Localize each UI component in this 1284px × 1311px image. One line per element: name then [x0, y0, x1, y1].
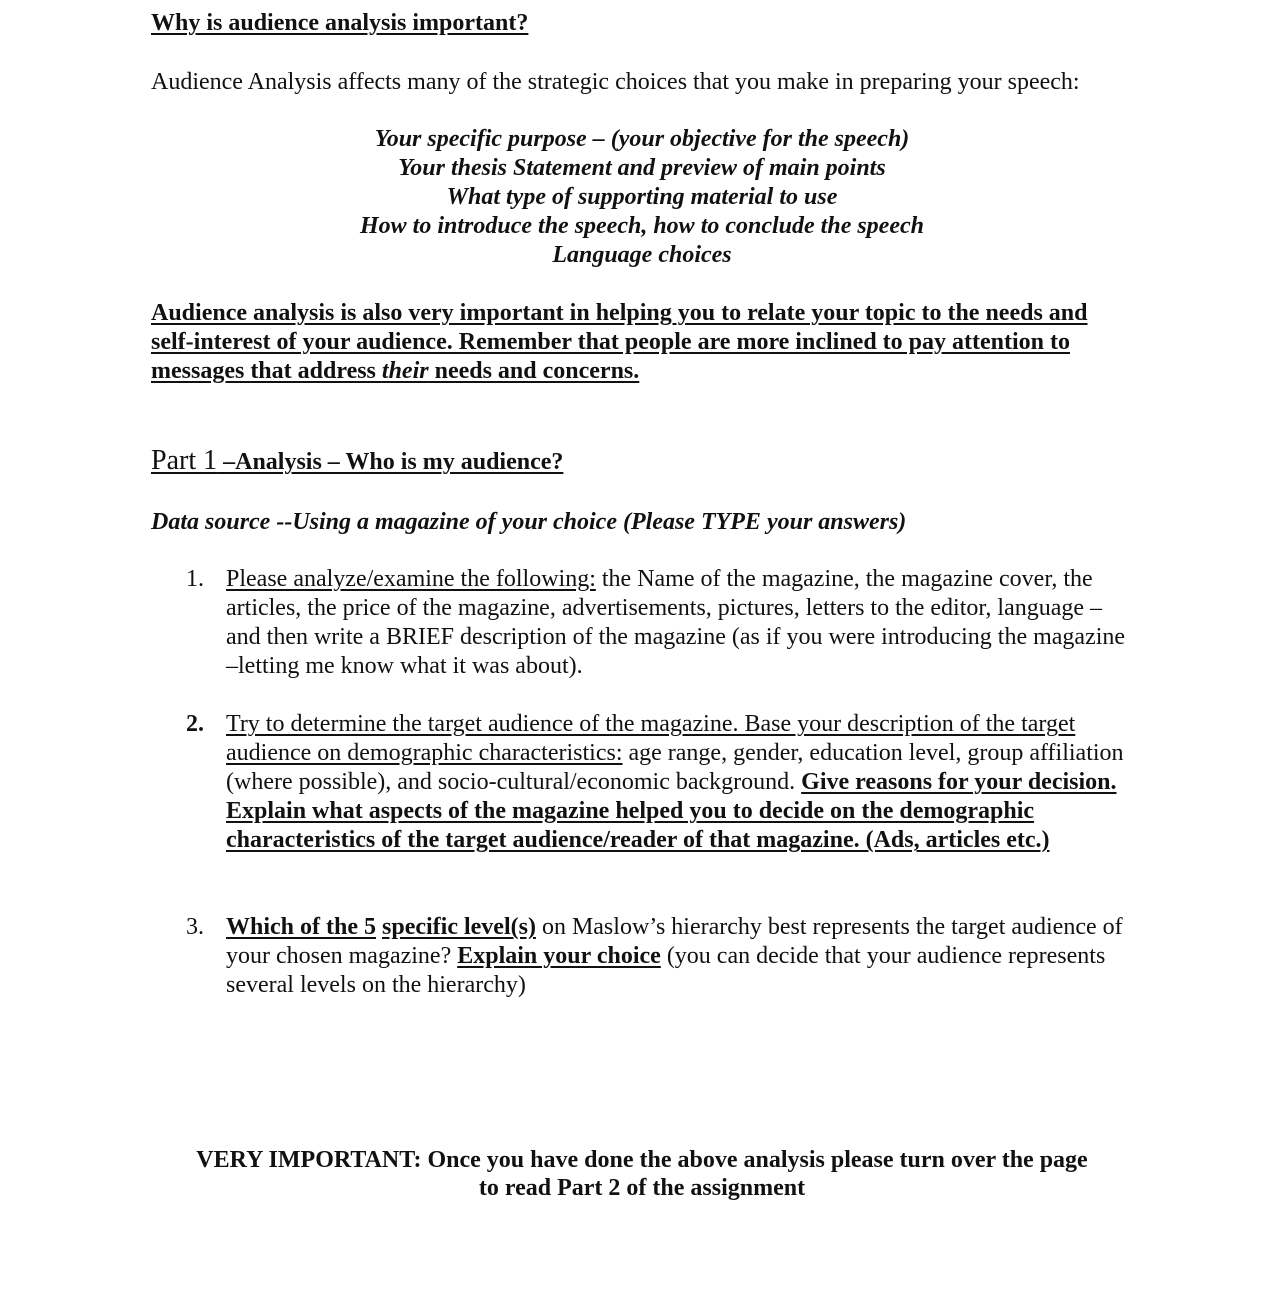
list-item-underlined: Please analyze/examine the following:: [226, 566, 596, 592]
list-item-bold-underlined: Give reasons for your decision. Explain what aspects of the magazine helped you to decide on the demographic characteristics of the target audience/reader of that magazine. (Ads, articles etc.): [226, 769, 1117, 853]
part1-label: Part 1: [151, 445, 218, 476]
list-item-bold-a: Which of the 5: [226, 914, 376, 940]
intro-paragraph: Audience Analysis affects many of the strategic choices that you make in preparing your speech:: [151, 69, 1080, 95]
list-item-text: on Maslow’s hierarchy best represents the target audience of your chosen magazine?: [226, 914, 1123, 969]
choice-item: How to introduce the speech, how to conclude the speech: [360, 213, 924, 239]
list-item-bold-c: Explain your choice: [457, 943, 661, 969]
list-item-number: 2.: [186, 711, 204, 737]
list-item-text: age range, gender, education level, group affiliation (where possible), and socio-cultural/economic background.: [226, 740, 1124, 795]
list-item-underlined: Try to determine the target audience of the magazine. Base your description of the target audience on demographic characteristics:: [226, 711, 1076, 766]
list-item-body: [226, 710, 1126, 855]
list-item: [186, 565, 1126, 685]
important-line: VERY IMPORTANT: Once you have done the above analysis please turn over the page: [196, 1147, 1088, 1173]
list-item-number: 1.: [186, 566, 204, 592]
part1-title: –Analysis – Who is my audience?: [217, 449, 564, 475]
part1-heading: [151, 445, 563, 478]
relate-text-end: needs and concerns.: [428, 358, 640, 384]
relate-emphasis: their: [381, 358, 429, 384]
choice-item: Your thesis Statement and preview of main points: [398, 155, 886, 181]
list-item: [186, 913, 1126, 1008]
list-item-body: [226, 913, 1126, 1000]
list-item-text: the Name of the magazine, the magazine cover, the articles, the price of the magazine, advertisements, pictures, letters to the editor, language – and then write a BRIEF description of the magazine (as if you were introducing the magazine –letting me know what it was about).: [226, 566, 1126, 679]
list-item-text-end: (you can decide that your audience represents several levels on the hierarchy): [226, 943, 1106, 998]
data-source-line: Data source --Using a magazine of your choice (Please TYPE your answers): [151, 509, 907, 535]
choice-item: What type of supporting material to use: [446, 184, 838, 210]
choice-item: Your specific purpose – (your objective for the speech): [374, 126, 910, 152]
list-item-bold-b: specific level(s): [382, 914, 536, 940]
strategic-choices-list: [0, 125, 1284, 270]
important-line: to read Part 2 of the assignment: [478, 1175, 806, 1201]
list-item-body: [226, 565, 1126, 681]
section-heading: Why is audience analysis important?: [151, 10, 529, 36]
important-note: [0, 1146, 1284, 1202]
list-item-number: 3.: [186, 914, 204, 940]
list-item: [186, 710, 1126, 890]
choice-item: Language choices: [552, 242, 732, 268]
relate-paragraph: [151, 299, 1111, 386]
relate-text: Audience analysis is also very important in helping you to relate your topic to the needs and self-interest of your audience. Remember that people are more inclined to pay attention to messages that address: [151, 300, 1088, 384]
